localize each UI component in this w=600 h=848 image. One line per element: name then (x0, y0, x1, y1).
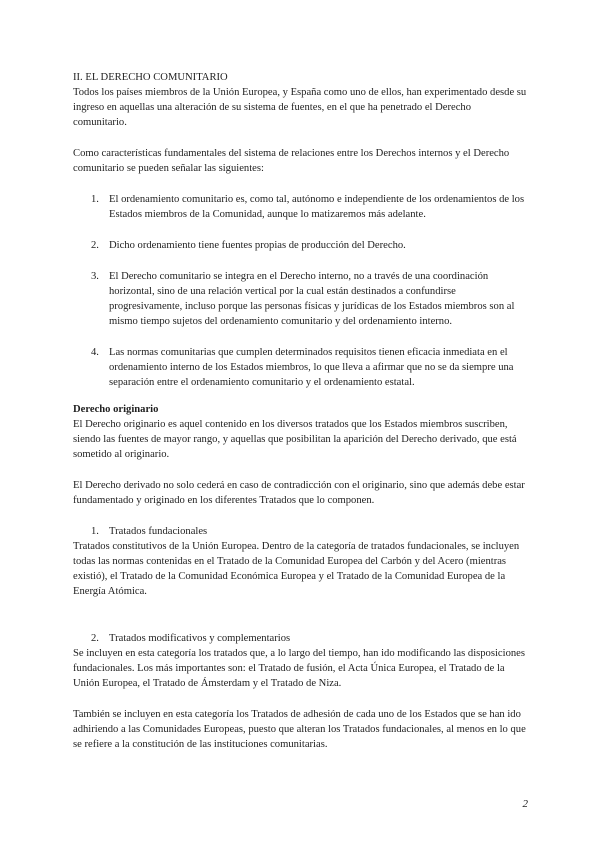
originario-paragraph-1: El Derecho originario es aquel contenido en los diversos tratados que los Estados miembros suscriben, siendo las fuentes de mayor rango, y aquellas que posibilitan la aparición del Derecho derivado, que está sometido al originario. (73, 419, 517, 460)
features-intro: Como características fundamentales del sistema de relaciones entre los Derechos internos y el Derecho comunitario se pueden señalar las siguientes: (73, 148, 510, 174)
list-item: 3. El Derecho comunitario se integra en el Derecho interno, no a través de una coordinación horizontal, sino de una relación vertical por la cual están destinados a confundirse progresivamente, incluso porque las personas físicas y jurídicas de los Estados miembros son al mismo tiempo sujetos del ordenamiento comunitario y del ordenamiento interno. (91, 271, 515, 327)
intro-paragraph: Todos los países miembros de la Unión Europea, y España como uno de ellos, han experimentado desde su ingreso en aquellas una alteración de su sistema de fuentes, en el que ha penetrado el Derecho comunitario. (73, 87, 527, 128)
originario-paragraph-2: El Derecho derivado no solo cederá en caso de contradicción con el originario, sino que además debe estar fundamentado y originado en los diferentes Tratados que lo componen. (73, 480, 525, 506)
originario-heading: Derecho originario (73, 404, 159, 415)
list-item: 1. El ordenamiento comunitario es, como tal, autónomo e independiente de los ordenamientos de los Estados miembros de la Comunidad, aunque lo matizaremos más adelante. (91, 194, 525, 220)
adhesion-paragraph: También se incluyen en esta categoría los Tratados de adhesión de cada uno de los Estados que se han ido adhiriendo a las Comunidades Europeas, puesto que alteran los Tratados fundacionales, al menos en lo que se refiere a la constitución de las instituciones comunitarias. (73, 709, 526, 750)
page-content (73, 70, 527, 752)
fundacionales-paragraph: Tratados constitutivos de la Unión Europea. Dentro de la categoría de tratados fundacionales, se incluyen todas las normas contenidas en el Tratado de la Comunidad Europea del Carbón y del Acero (mientras existió), el Tratado de la Comunidad Económica Europea y el Tratado de la Comunidad Europea de la Energía Atómica. (73, 541, 520, 597)
section-heading: II. EL DERECHO COMUNITARIO (73, 72, 228, 83)
modificativos-paragraph: Se incluyen en esta categoría los tratados que, a lo largo del tiempo, han ido modificando las disposiciones fundacionales. Los más importantes son: el Tratado de fusión, el Acta Única Europea, el Tratado de la Unión Europea, el Tratado de Ámsterdam y el Tratado de Niza. (73, 648, 525, 689)
page-number: 2 (522, 798, 528, 810)
list-item: 4. Las normas comunitarias que cumplen determinados requisitos tienen eficacia inmediata en el ordenamiento interno de los Estados miembros, lo que lleva a afirmar que no se da siempre una separación entre el ordenamiento comunitario y el ordenamiento estatal. (91, 347, 514, 388)
fundacionales-heading: 1. Tratados fundacionales (91, 526, 208, 537)
features-list (73, 192, 527, 390)
modificativos-heading: 2. Tratados modificativos y complementarios (91, 633, 291, 644)
list-item: 2. Dicho ordenamiento tiene fuentes propias de producción del Derecho. (91, 240, 406, 251)
